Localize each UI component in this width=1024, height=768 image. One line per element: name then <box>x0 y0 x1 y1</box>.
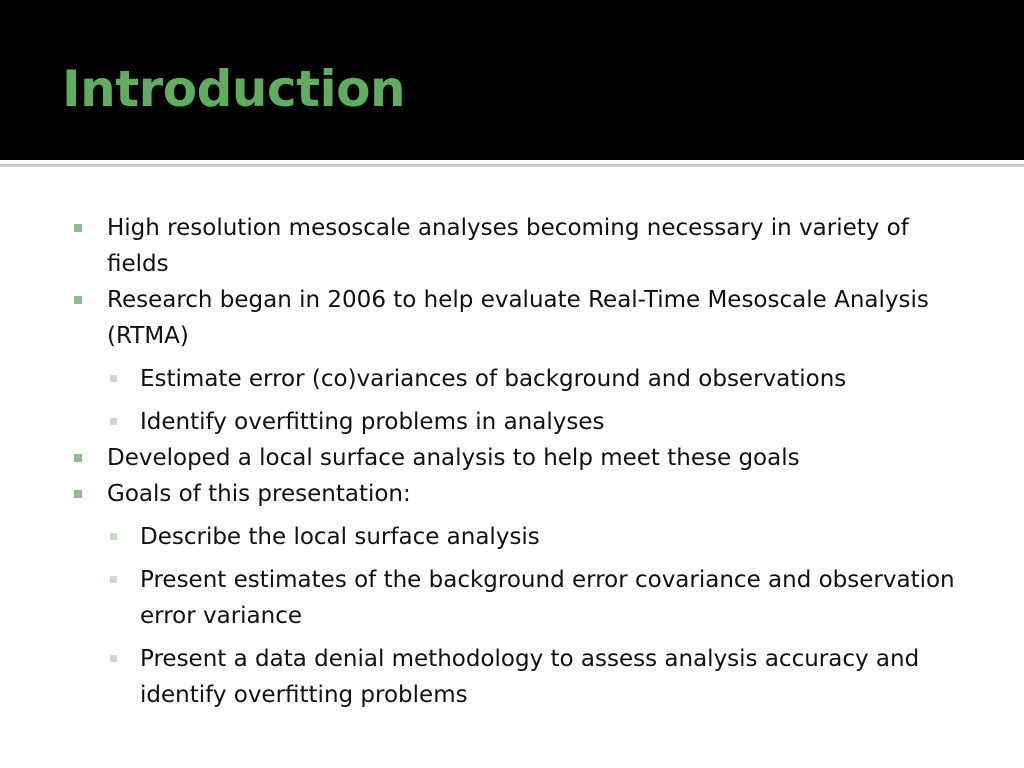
bullet-item: Goals of this presentation: <box>107 481 411 507</box>
bullet-item: Developed a local surface analysis to help meet these goals <box>107 445 800 471</box>
bullet-square-icon <box>74 490 82 498</box>
sub-bullet-item: Identify overfitting problems in analyses <box>140 409 605 435</box>
sub-bullet-item: Present a data denial methodology to assess analysis accuracy and identify overfitting problems <box>140 646 920 708</box>
sub-bullet-item: Present estimates of the background error covariance and observation error variance <box>140 567 955 629</box>
bullet-item: High resolution mesoscale analyses becoming necessary in variety of fields <box>107 215 909 277</box>
slide-title: Introduction <box>62 60 406 118</box>
bullet-item: Research began in 2006 to help evaluate Real-Time Mesoscale Analysis (RTMA) <box>107 287 929 349</box>
sub-bullet-square-icon <box>110 655 117 662</box>
sub-bullet-square-icon <box>110 375 117 382</box>
sub-bullet-item: Estimate error (co)variances of background and observations <box>140 366 847 392</box>
sub-bullet-square-icon <box>110 533 117 540</box>
bullet-square-icon <box>74 296 82 304</box>
bullet-square-icon <box>74 224 82 232</box>
sub-bullet-square-icon <box>110 576 117 583</box>
bullet-square-icon <box>74 454 82 462</box>
sub-bullet-item: Describe the local surface analysis <box>140 524 540 550</box>
sub-bullet-square-icon <box>110 418 117 425</box>
